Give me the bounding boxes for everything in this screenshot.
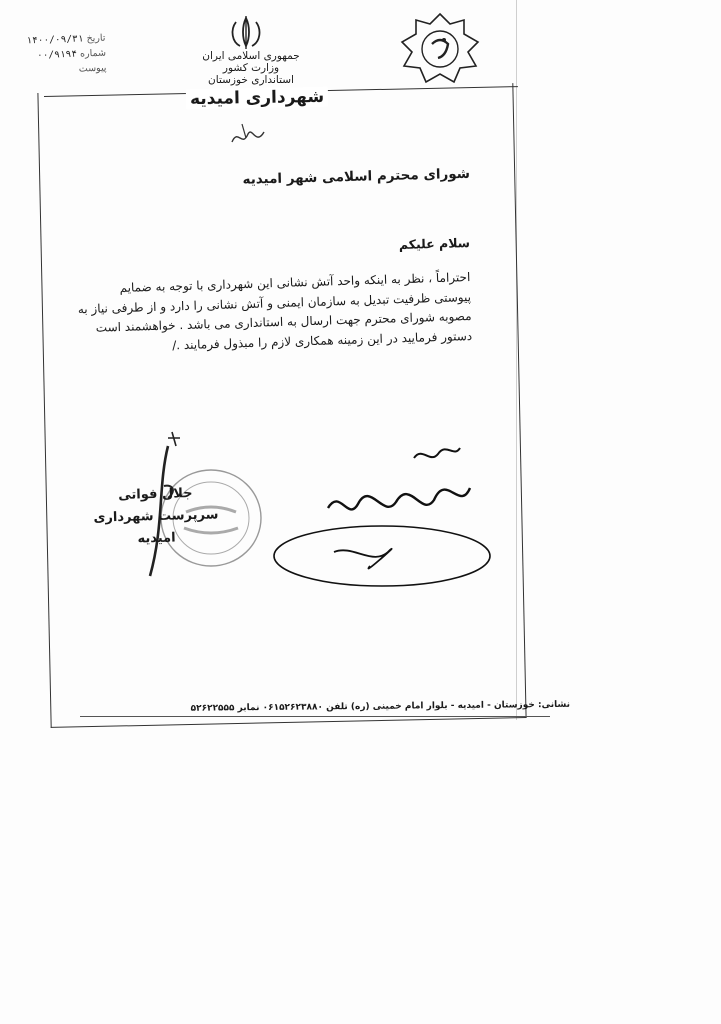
meta-attachment-row [28,61,106,79]
municipality-logo-icon [398,12,482,88]
meta-value: ۱۴۰۰/۰۹/۳۱ [26,33,84,47]
meta-label: تاریخ [86,32,106,45]
letter-meta [27,31,107,79]
signer-title: سرپرست شهرداری امیدیه [93,507,219,547]
body-line: احتراماً ، نظر به اینکه واحد آتش نشانی این شهرداری با توجه به ضمایم [119,269,471,296]
municipality-title: شهرداری امیدیه [186,87,328,109]
body-line: دستور فرمایید در این زمینه همکاری لازم را مبذول فرمایند ./ [171,328,473,352]
signer-name: جلال فواتی [118,486,193,503]
handwritten-note [270,428,500,588]
government-line: استانداری خوزستان [208,74,294,86]
letter-body [56,268,472,359]
handwritten-initials [228,118,268,152]
meta-label: پیوست [78,62,107,75]
signer-block [75,482,237,552]
government-line: جمهوری اسلامی ایران [202,50,300,62]
recipient-line: شورای محترم اسلامی شهر امیدیه [242,165,471,188]
salutation: سلام علیکم [398,235,471,252]
meta-label: شماره [79,47,107,60]
body-line: پیوستی ظرفیت تبدیل به سازمان ایمنی و آتش نشانی را دارد و از طرفی نیاز به [77,289,472,316]
government-lines [186,50,316,86]
meta-value: ۰۰/۹۱۹۴ [36,48,78,62]
footer-rule [80,716,550,717]
footer-address: نشانی: خوزستان - امیدیه - بلوار امام خمینی (ره) تلفن ۰۶۱۵۲۶۲۳۸۸۰ نمابر ۵۲۶۲۲۵۵۵ [190,699,571,714]
body-line: مصوبه شورای محترم جهت ارسال به استانداری می باشد . خواهشمند است [95,308,472,335]
iran-emblem-icon [226,16,266,50]
government-line: وزارت کشور [222,62,280,74]
